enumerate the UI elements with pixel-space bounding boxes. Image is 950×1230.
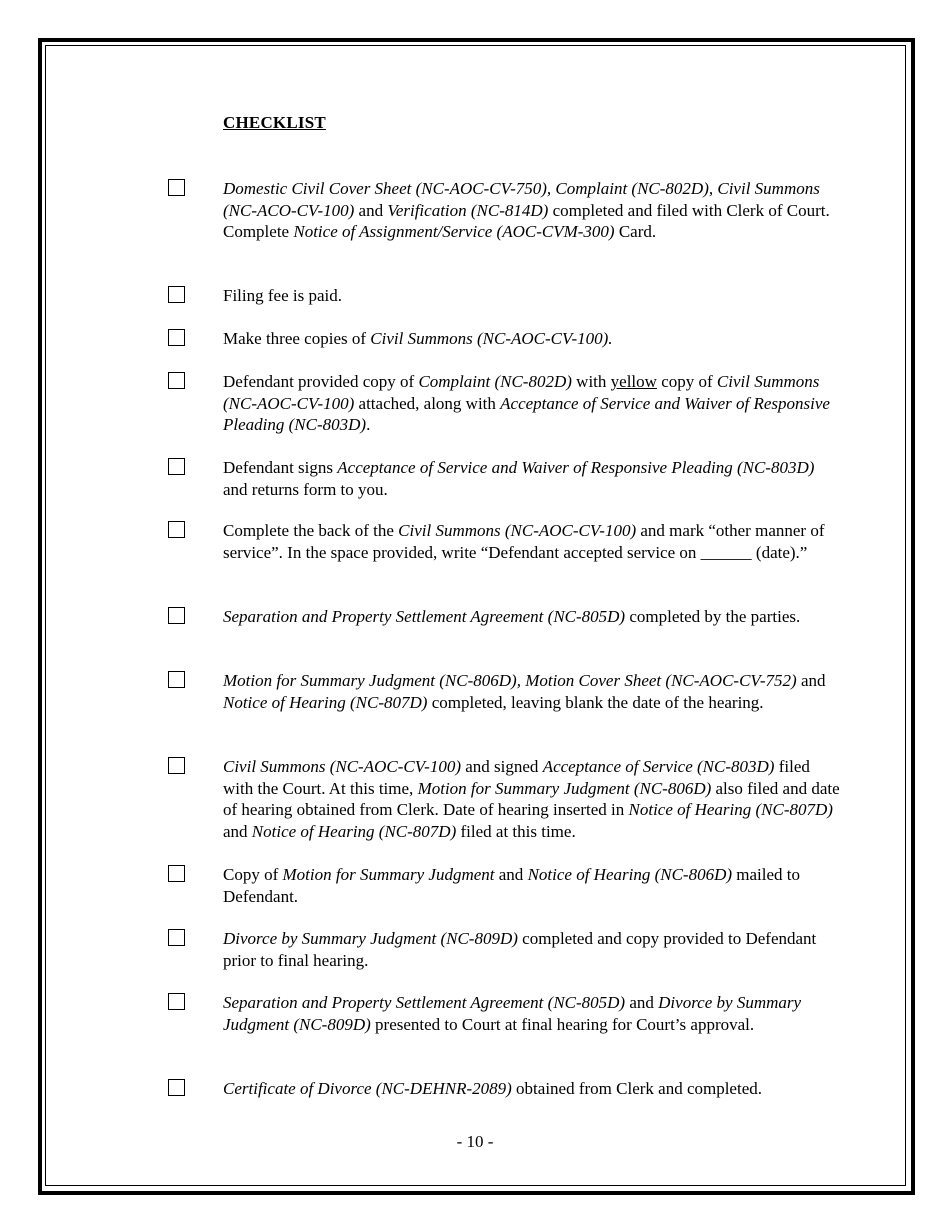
checkbox[interactable] — [168, 993, 185, 1010]
text-run: completed and copy provided to Defendant prior to final hearing. — [223, 929, 817, 970]
checkbox[interactable] — [168, 1079, 185, 1096]
checkbox[interactable] — [168, 929, 185, 946]
form-reference: Certificate of Divorce (NC-DEHNR-2089) — [223, 1079, 512, 1098]
text-run: completed and filed with Clerk of Court. Complete — [223, 200, 830, 241]
checkbox[interactable] — [168, 372, 185, 389]
form-reference: Notice of Assignment/Service (AOC-CVM-300) — [293, 222, 615, 241]
page-number: - 10 - — [456, 1132, 494, 1151]
text-run: and returns form to you. — [223, 479, 388, 499]
text-run: and — [494, 865, 528, 884]
text-run: obtained from Clerk and completed. — [511, 1079, 762, 1098]
checklist-item-text — [223, 670, 843, 713]
text-run: and — [796, 671, 826, 690]
checklist-item-text — [223, 520, 843, 563]
checkbox[interactable] — [168, 757, 185, 774]
checklist-title: CHECKLIST — [223, 113, 326, 132]
form-reference: Notice of Hearing (NC-807D) — [223, 692, 428, 712]
form-reference: Motion for Summary Judgment — [282, 865, 495, 884]
text-run: Defendant signs — [223, 458, 338, 477]
form-reference: Civil Summons (NC-AOC-CV-100) — [223, 372, 820, 413]
form-reference: Civil Summons (NC-AOC-CV-100) — [223, 757, 461, 776]
checkbox[interactable] — [168, 329, 185, 346]
checklist-item-text — [223, 1078, 843, 1100]
form-reference: Separation and Property Settlement Agreement (NC-805D) — [223, 607, 626, 626]
text-run: mailed to Defendant. — [223, 865, 800, 906]
form-reference: Verification (NC-814D) — [387, 200, 549, 220]
checkbox[interactable] — [168, 865, 185, 882]
checklist-item-text — [223, 928, 843, 971]
form-reference: Complaint (NC-802D) — [418, 372, 572, 391]
form-reference: Motion for Summary Judgment (NC-806D) — [417, 778, 712, 798]
form-reference: Civil Summons (NC-AOC-CV-100). — [370, 329, 613, 348]
text-run: filed with the Court. At this time, — [223, 757, 810, 798]
text-run: and signed — [461, 757, 543, 776]
text-run: with — [571, 372, 611, 391]
form-reference: Notice of Hearing (NC-806D) — [527, 865, 733, 884]
form-reference: Notice of Hearing (NC-807D) — [628, 800, 833, 819]
checklist-item-text — [223, 457, 843, 500]
form-reference: Separation and Property Settlement Agreement (NC-805D) — [223, 993, 626, 1012]
text-run: and mark “other manner of service”. In the space provided, write “Defendant accepted service on ______ (date).” — [223, 521, 825, 562]
checkbox[interactable] — [168, 286, 185, 303]
text-run: and — [223, 821, 252, 841]
checkbox[interactable] — [168, 179, 185, 196]
checkbox[interactable] — [168, 521, 185, 538]
checklist-item-text — [223, 371, 843, 436]
form-reference: Notice of Hearing (NC-807D) — [251, 821, 457, 841]
form-reference: Acceptance of Service and Waiver of Responsive Pleading (NC-803D) — [337, 458, 815, 477]
checkbox[interactable] — [168, 671, 185, 688]
form-reference: Domestic Civil Cover Sheet (NC-AOC-CV-750), Complaint (NC-802D), Civil Summons (NC-ACO-CV-100) — [223, 179, 820, 220]
checklist-item-text — [223, 864, 843, 907]
text-run: copy of — [656, 372, 717, 391]
text-run: Defendant provided copy of — [223, 372, 419, 391]
text-run: . — [366, 415, 371, 434]
text-run: completed by the parties. — [625, 607, 801, 626]
text-run: Filing fee is paid. — [223, 286, 342, 305]
text-run: Card. — [614, 222, 657, 241]
form-reference: Civil Summons (NC-AOC-CV-100) — [398, 521, 637, 540]
form-reference: Divorce by Summary Judgment (NC-809D) — [223, 929, 518, 948]
text-run: Copy of — [223, 865, 283, 884]
text-run: and — [354, 200, 388, 220]
text-run: attached, along with — [354, 393, 501, 413]
text-run: and — [625, 993, 659, 1012]
checklist-item-text — [223, 756, 843, 842]
text-run: also filed and date of hearing obtained from Clerk. Date of hearing inserted in — [223, 778, 840, 819]
checklist-item-text — [223, 992, 843, 1035]
checklist-item-text — [223, 285, 843, 307]
text-run: yellow — [610, 372, 657, 391]
checkbox[interactable] — [168, 458, 185, 475]
checklist-item-text — [223, 606, 843, 628]
text-run: Complete the back of the — [223, 521, 399, 540]
form-reference: Divorce by Summary Judgment (NC-809D) — [223, 993, 802, 1034]
checklist-item-text — [223, 328, 843, 350]
form-reference: Acceptance of Service (NC-803D) — [542, 757, 775, 776]
text-run: presented to Court at final hearing for Court’s approval. — [370, 1014, 755, 1034]
text-run: Make three copies of — [223, 329, 371, 348]
text-run: filed at this time. — [456, 821, 576, 841]
text-run: completed, leaving blank the date of the hearing. — [427, 692, 764, 712]
form-reference: Acceptance of Service and Waiver of Responsive Pleading (NC-803D) — [223, 393, 830, 434]
checklist-item-text — [223, 178, 843, 243]
checkbox[interactable] — [168, 607, 185, 624]
form-reference: Motion for Summary Judgment (NC-806D), Motion Cover Sheet (NC-AOC-CV-752) — [223, 671, 797, 690]
